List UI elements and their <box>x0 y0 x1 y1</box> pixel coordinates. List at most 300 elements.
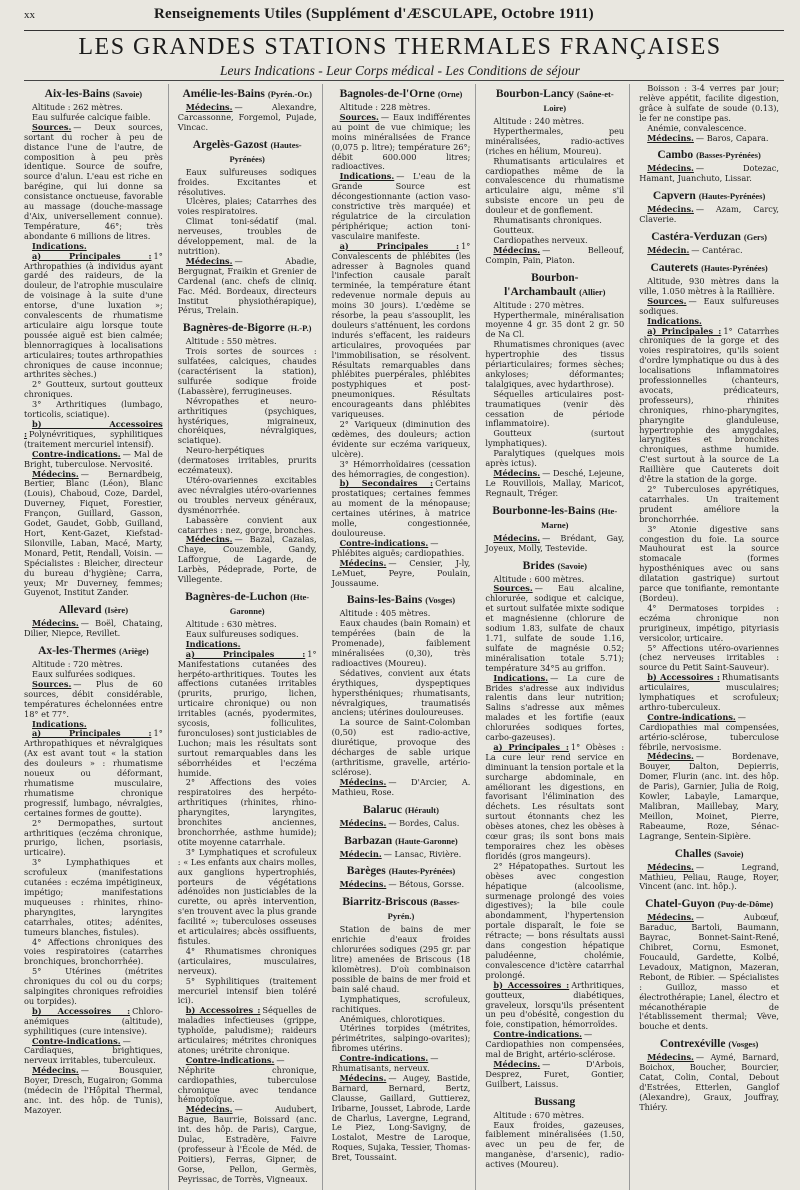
paragraph-text: — Bernardbeig, Bertier, Blanc (Léon), Blanc (Louis), Chaboud, Coze, Dardel, Duverney, Fiquet, Forestier, Françon, Guillard, Gasson, Godet, Gaudet, Gobb, Guilland, Hort, Kent-Gazet, Kiefstad-Silonville, Laban, Macé, Marty, Monard, Petit, Rendall, Voisin. — Spécialistes : Bleicher, directeur du bureau d'hygiène; Carra, yeux; Mr Duverney, femmes; Guyenot, Institut Zander. <box>24 468 163 598</box>
section-label: Médecins. <box>647 751 694 762</box>
paragraph-text: Altitude : 405 mètres. <box>339 608 431 619</box>
station-name-text: Biarritz-Briscous <box>342 896 428 909</box>
entry-paragraph <box>485 429 624 449</box>
entry-paragraph <box>485 534 624 554</box>
station-region: (Hte-Garonne) <box>229 591 310 616</box>
paragraph-text: 2° Dermopathes, surtout arthritiques (eczéma chronique, prurigo, lichen, psoriasis, urticaire). <box>24 817 163 858</box>
paragraph-text: Altitude : 262 mètres. <box>32 102 123 112</box>
section-label: Médecins. <box>647 204 694 215</box>
entry-paragraph <box>332 420 471 460</box>
paragraph-text: — Eau alcaline, chlorurée, sodique et calcique, et surtout sulfatée mixte sodique et magnésienne (chlorure de sodium 1.83, sulfate de chaux 1.71, sulfate de soude 1.16, sulfate de magnésie 0.52; minéralisation totale 5.71); température 34°5 au griffon. <box>485 583 625 673</box>
entry-paragraph <box>485 157 624 216</box>
station-entry <box>639 230 779 256</box>
paragraph-text: — Dotezac, Hamant, Juanchuto, Lissar. <box>639 163 779 184</box>
entry-paragraph <box>332 172 471 241</box>
entry-paragraph <box>178 446 317 476</box>
station-name <box>24 87 163 101</box>
station-region: (Savoie) <box>714 848 744 859</box>
paragraph-text: Polynévritiques, syphilitiques (traitement mercuriel intensif). <box>24 428 163 449</box>
station-entry <box>639 897 779 1032</box>
entry-paragraph <box>178 848 317 947</box>
paragraph-text: 1° Catarrhes chroniques de la gorge et des voies respiratoires, qu'ils soient d'ordre lymphatique ou dus à des localisations inflammatoires professionnelles (chanteurs, avocats, prédicateurs, professeurs), rhinites chroniques, rhino-pharyngites, pharyngite glanduleuse, hypertrophie des amygdales, laryngites et bronchites chroniques, asthme humide. C'est surtout à la source de La Raillière que Cauterets doit d'être la station de la gorge. <box>639 325 779 485</box>
section-label: a) Principales : <box>185 648 306 659</box>
entry-paragraph <box>639 863 779 893</box>
paragraph-text: — Brédant, Gay, Joyeux, Molly, Testevide. <box>485 532 625 553</box>
running-header <box>24 6 784 31</box>
entry-paragraph <box>485 246 624 266</box>
entry-paragraph <box>332 718 471 777</box>
station-entry <box>485 271 624 499</box>
paragraph-text: — Aubœuf, Baraduc, Bartoli, Baumann, Bayrac, Bonnet-Saint-René, Chibret, Cornu, Esmonet, Foucauld, Gardette, Kolbé, Levadoux, Matignon, Mazeran, Rebont, de Ribier. — Spécialistes : Guilloz, masso et électrothérapie; Lanel, électro et mécanothérapie de l'établissement thermal; Vève, bouche et dents. <box>639 912 779 1032</box>
paragraph-text: Arthritiques, goutteux, diabétiques, graveleux, lorsqu'ils présentent un peu d'obésité, congestion du foie, constipation, hémorroïdes. <box>485 979 625 1030</box>
entry-paragraph <box>485 743 624 862</box>
paragraph-text: Altitude : 550 mètres. <box>185 336 277 347</box>
paragraph-text: 2° Variqueux (diminution des œdèmes, des douleurs; action évidente sur eczéma variqueux, ulcère). <box>331 419 471 459</box>
paragraph-text: — Eaux sulfureuses sodiques. <box>639 295 779 316</box>
entry-paragraph <box>24 967 163 1007</box>
paragraph-text: — Deux sources, sortant du rocher à peu de distance l'une de l'autre, de composition à peu près identique. Source de soufre, source d'alun. L'eau est riche en barégine, qui lui donne sa consistance onctueuse, favorable au massage (douche-massage d'Aix, universellement connue). Température, 46°; très abondante 6 millions de litres. <box>24 121 163 241</box>
section-label: Indications. <box>339 171 395 182</box>
station-name-text: Cauterets <box>650 261 699 274</box>
entry-paragraph <box>24 819 163 859</box>
section-label: Contre-indications. <box>32 448 121 459</box>
station-entry <box>178 321 317 585</box>
entry-paragraph <box>178 778 317 847</box>
section-label: Médecins. <box>339 776 387 787</box>
paragraph-text: 1° Arthropathies (à individus ayant gardé des raideurs, de la douleur, de l'atrophie musculaire de voisinage à la suite d'une entorse, d'une luxation »; convalescents de rhumatisme articulaire aigu lorsque toute poussée aiguë est bien calmée; blennorragiques à localisations articulaires; toutes arthropathies chroniques de cause inconnue; arthrites sèches.) <box>24 250 163 380</box>
entry-paragraph <box>639 525 779 604</box>
station-entry <box>485 87 624 266</box>
station-entry <box>178 590 317 1185</box>
entry-paragraph <box>24 420 163 450</box>
section-label: Médecin. <box>339 848 382 859</box>
paragraph-text: — L'eau de la Grande Source est décongestionnante (action vaso-constrictive très marquée) et régulatrice de la circulation périphérique; action toni-vasculaire manifeste. <box>331 171 471 241</box>
entry-paragraph <box>24 729 163 818</box>
paragraph-text: — Alexandre, Carcassonne, Forgemol, Pujade, Vincac. <box>177 102 317 132</box>
paragraph-text: 1° Obèses : La cure leur rend service en diminuant la tension portale et la surcharge abdominale, en améliorant les digestions, en favorisant l'élimination des déchets. Les résultats sont surtout étonnants chez les obèses atones, chez les obèses à cœur gras; ils sont bons mais temporaires chez les obèses floridés (gros mangeurs). <box>485 741 625 861</box>
entry-paragraph <box>639 84 779 124</box>
entry-paragraph <box>485 1030 624 1060</box>
section-label: a) Principales : <box>339 240 460 251</box>
paragraph-text: — Mal de Bright, tuberculose. Nervosité. <box>24 448 163 469</box>
station-name-text: Cambo <box>657 149 694 162</box>
station-entry <box>24 644 163 1116</box>
paragraph-text: Certains prostatiques; certaines femmes au moment de la ménopause; certaines utérines, à matrice molle, congestionnée, douloureuse. <box>331 478 471 538</box>
paragraph-text: Chloro-anémiques (altitude), syphilitiques (cure intensive). <box>24 1005 163 1036</box>
station-name <box>178 87 317 101</box>
entry-paragraph <box>639 134 779 144</box>
page-number: xx <box>24 9 35 21</box>
station-entry <box>332 87 471 588</box>
paragraph-text: Rhumatismes chroniques (avec hypertrophie des tissus périarticulaires; formes sèches; ankyloses; déformantes; talalgiques, avec hydarthrose). <box>485 339 625 389</box>
station-region: (Allier) <box>579 286 606 297</box>
paragraph-text: — Bousquier, Boyer, Dresch, Eugairon; Gomma (médecin de l'Hôpital Thermal, anc. int. des hôp. de Tunis), Mazoyer. <box>24 1065 163 1115</box>
paragraph-text: Station de bains de mer enrichie d'eaux froides chlorurées sodiques (295 gr. par litre) amenées de Briscous (18 kilomètres). D'où combinaison possible de bains de mer froid et bain salé chaud. <box>331 924 471 994</box>
paragraph-text: Paralytiques (quelques mois après ictus). <box>485 448 625 469</box>
entry-paragraph <box>639 205 779 225</box>
entry-paragraph <box>332 880 471 890</box>
section-label: Médecins. <box>339 817 387 828</box>
paragraph-text: Eau sulfurée calcique faible. <box>32 111 151 122</box>
paragraph-text: Altitude : 270 mètres. <box>493 299 585 310</box>
station-entry <box>639 84 779 143</box>
entry-paragraph <box>332 559 471 589</box>
station-name <box>332 593 471 607</box>
section-label: b) Secondaires : <box>339 478 434 489</box>
paragraph-text: Rhumatisants articulaires, musculaires; lymphatiques et scrofuleux; arthro-tuberculeux. <box>639 672 779 712</box>
paragraph-text: 3° Arthritiques (lumbago, torticolis, sciatique). <box>24 399 163 420</box>
station-name-text: Castéra-Verduzan <box>651 231 741 244</box>
entry-paragraph <box>24 123 163 242</box>
station-name <box>332 864 471 878</box>
station-region: (Savoie) <box>557 560 587 571</box>
station-name-text: Allevard <box>58 604 102 617</box>
paragraph-text: — Legrand, Mathieu, Peliau, Rauge, Royer, Vincent (anc. int. hôp.). <box>639 861 779 892</box>
entry-paragraph <box>178 397 317 447</box>
station-name-text: Barbazan <box>344 834 393 847</box>
section-label: Contre-indications. <box>339 537 429 548</box>
section-label: Indications. <box>32 240 87 251</box>
paragraph-text: 2° Affections des voies respiratoires des herpéto-arthritiques (rhinites, rhino-pharyngites, laryngites, bronchites anciennes, bronchorrhée, asthme humide); otite moyenne catarrhale. <box>177 777 317 847</box>
section-label: Médecins. <box>339 879 387 890</box>
paragraph-text: Eaux sulfurées sodiques. <box>32 669 136 680</box>
entry-paragraph <box>24 252 163 381</box>
entry-paragraph <box>485 584 624 673</box>
paragraph-text: — Néphrite chronique, cardiopathies, tuberculose chronique avec tendance hémoptoïque. <box>177 1054 317 1105</box>
paragraph-text: Eaux froides, gazeuses, faiblement minéralisées (1.50, avec un peu de fer, de manganèse, d'arsenic), radio-actives (Moureu). <box>485 1119 625 1170</box>
entry-paragraph <box>178 347 317 397</box>
paragraph-text: — Cantérac. <box>691 245 743 256</box>
text-column <box>178 84 323 1190</box>
station-name <box>332 803 471 817</box>
station-name <box>178 138 317 166</box>
paragraph-text: Eaux sulfureuses sodiques froides. Excitantes et résolutives. <box>177 166 317 197</box>
section-label: Médecins. <box>493 532 541 543</box>
paragraph-text: Climat toni-sédatif (mal. nerveuses, troubles de développement, mal. de la nutrition). <box>177 216 317 256</box>
section-label: Médecins. <box>185 102 233 112</box>
paragraph-text: 2° Goutteux, surtout goutteux chroniques. <box>24 379 163 400</box>
paragraph-text: 3° Lymphatiques et scrofuleux : « Les enfants aux chairs molles, aux ganglions hypertrophiés, porteurs de végétations adénoïdes non justiciables de la curette, ou après intervention, s'en trouvent avec la plus grande facilité »; tuberculoses osseuses et articulaires; abcès ossifluents, fistules. <box>177 846 317 946</box>
station-name-text: Bains-les-Bains <box>346 594 423 607</box>
paragraph-text: — La cure de Brides s'adresse aux individus ralentis dans leur nutrition; Salins s'adresse aux mêmes malades et les fortifie (eaux chlorurées sodiques fortes, carbo-gazeuses). <box>485 672 625 743</box>
section-label: Médecins. <box>647 861 694 872</box>
station-entry <box>639 1037 779 1112</box>
station-region: (Basses-Pyrén.) <box>387 897 460 922</box>
page-title: LES GRANDES STATIONS THERMALES FRANÇAISES <box>78 34 722 60</box>
section-label: Contre-indications. <box>493 1029 582 1040</box>
paragraph-text: Séquelles de maladies infectieuses (grippe, typhoïde, paludisme); raideurs articulaires; métrites chroniques atones; urétrite chronique. <box>177 1005 317 1055</box>
paragraph-text: 1° Arthropathiques et névralgiques (Ax est avant tout « la station des douleurs » : rhumatisme noueux ou déformant, rhumatisme musculaire, rhumatisme chronique progressif, lumbago, névralgies, certaines formes de goutte). <box>24 728 163 818</box>
paragraph-text: — Rhumatisants, nerveux. <box>331 1053 439 1074</box>
station-name-text: Brides <box>522 559 555 572</box>
paragraph-text: Cardiopathes nerveux. <box>493 234 588 245</box>
station-name-text: Bagnères-de-Luchon <box>185 590 288 603</box>
section-label: Indications. <box>493 672 549 683</box>
entry-paragraph <box>24 400 163 420</box>
station-name <box>639 189 779 203</box>
paragraph-text: — Lansac, Rivière. <box>383 848 462 859</box>
title-rule <box>24 80 784 81</box>
station-name-text: Chatel-Guyon <box>645 898 715 911</box>
section-label: Médecin. <box>647 245 690 256</box>
entry-paragraph <box>178 1056 317 1106</box>
entry-paragraph <box>332 1024 471 1054</box>
paragraph-text: Utéro-ovariennes excitables avec névralgies utéro-ovariennes ou troubles nerveux généraux, dysménorrhée. <box>177 475 317 515</box>
section-label: b) Accessoires : <box>32 1005 131 1016</box>
station-name <box>485 504 624 532</box>
paragraph-text: — Abadie, Bergugnat, Fraikin et Grenier de Cardenal (anc. chefs de cliniq. Fac. Méd. Bordeaux, directeurs Institut physiothérapique), Pérus, Trelain. <box>177 255 317 316</box>
paragraph-text: Anémie, convalescence. <box>647 122 747 133</box>
station-region: (Hérault) <box>404 804 439 815</box>
paragraph-text: 5° Affections utéro-ovariennes (chez nerveuses irritables : source du Petit Saint-Sauveur). <box>639 642 779 673</box>
paragraph-text: 2° Hépatopathes. Surtout les obèses avec congestion hépatique (alcoolisme, surmenage prolongé des voies digestives); la bile coule abondamment, l'hypertension portale disparaît, le foie se rétracte; — bons résultats aussi dans congestion hépatique paludéenne, cholémie, convalescence d'ictère catarrhal prolongé. <box>485 860 625 980</box>
section-label: b) Accessoires : <box>24 419 163 439</box>
entry-paragraph <box>639 644 779 674</box>
entry-paragraph <box>485 127 624 157</box>
section-label: Indications. <box>32 718 87 729</box>
paragraph-text: 1° Convalescents de phlébites (les adresser à Bagnoles quand l'infection causale paraît terminée, la température étant redevenue normale depuis au moins 30 jours). L'œdème se résorbe, la peau s'assouplit, les douleurs s'atténuent, les cordons indurés s'effacent, les raideurs articulaires, provoquées par l'immobilisation, se résolvent. Résultats remarquables dans phlébites puerpérales, phlébites postyphiques et post-pneumoniques. Résultats encourageants dans phlébites variqueuses. <box>331 240 471 420</box>
station-name <box>639 148 779 162</box>
paragraph-text: — Eaux indifférentes au point de vue chimique; les moins minéralisées de France (0,075 p. litre); température 26°; débit 600.000 litres; radioactives. <box>331 111 471 172</box>
paragraph-text: — Baros, Capara. <box>695 132 769 143</box>
station-region: (Isère) <box>104 605 129 616</box>
entry-paragraph <box>485 1121 624 1171</box>
paragraph-text: 5° Utérines (métrites chroniques du col ou du corps; salpingites chroniques refroidies ou torpides). <box>24 966 163 1006</box>
paragraph-text: — Cardiopathies non compensées, mal de Bright, artério-sclérose. <box>485 1029 625 1060</box>
entry-paragraph <box>178 1006 317 1056</box>
paragraph-text: — Bordes, Calus. <box>388 817 460 828</box>
station-entry <box>639 189 779 225</box>
station-name-text: Challes <box>674 847 712 860</box>
station-region: (Ariège) <box>119 646 149 657</box>
paragraph-text: Trois sortes de sources : sulfatées, calciques, chaudes (caractérisent la station), sulfurée sodique froide (Labassère), ferrugineuses. <box>177 346 317 396</box>
paragraph-text: — Bazal, Cazalas, Chaye, Couzemble, Gandy, Lafforgue, de Lagarde, de Larbès, Pédeprade, Porte, de Villegente. <box>177 534 317 585</box>
paragraph-text: — Azam, Carcy, Claverie. <box>639 204 779 225</box>
entry-paragraph <box>24 1007 163 1037</box>
section-label: Contre-indications. <box>185 1054 275 1065</box>
entry-paragraph <box>24 938 163 968</box>
station-region: (Vosges) <box>728 1039 759 1050</box>
section-label: Médecins. <box>185 534 233 545</box>
paragraph-text: — Cardiopathies mal compensées, artério-sclérose, tuberculose fébrile, nervosisme. <box>639 711 779 752</box>
station-region: (Haute-Garonne) <box>395 835 458 846</box>
station-name <box>639 847 779 861</box>
section-label: Médecins. <box>339 1072 387 1083</box>
paragraph-text: 3° Hémorrhoïdaires (cessation des hémorragies, de congestion). <box>331 458 471 479</box>
section-label: Médecins. <box>647 163 694 174</box>
station-entry <box>485 1095 624 1170</box>
paragraph-text: — Aymé, Barnard, Boichox, Boucher, Bourcier, Catat, Colin, Contal, Debout d'Estrées, Etterlen, Ganglof (Alexandre), Graux, Jouffray, Thiéry. <box>639 1052 779 1112</box>
paragraph-text: Ulcères, plaies; Catarrhes des voies respiratoires. <box>177 196 317 217</box>
entry-paragraph <box>639 604 779 644</box>
station-entry <box>485 559 624 1090</box>
entry-paragraph <box>332 850 471 860</box>
paragraph-text: Altitude : 240 mètres. <box>493 116 585 126</box>
entry-paragraph <box>332 778 471 798</box>
entry-paragraph <box>332 1074 471 1163</box>
section-label: b) Accessoires : <box>185 1005 261 1016</box>
paragraph-text: Rhumatisants articulaires et cardiopathes même de la convalescence du rhumatisme articulaire aigu, même s'il subsiste encore un peu de douleur et de gonflement. <box>485 155 625 216</box>
section-label: Médecins. <box>493 244 541 255</box>
paragraph-text: Lymphatiques, scrofuleux, rachitiques. <box>331 993 471 1014</box>
paragraph-text: Altitude, 930 mètres dans la ville, 1.050 mètres à la Raillière. <box>639 275 779 296</box>
section-label: Médecins. <box>647 1052 694 1063</box>
paragraph-text: Anémiques, chlorotiques. <box>339 1013 446 1024</box>
paragraph-text: 4° Dermatoses torpides : eczéma chronique non prurigineux, impétigo, pityriasis versicolor, urticaire. <box>639 602 779 643</box>
paragraph-text: Eaux chaudes (bain Romain) et tempérées (bain de la Promenade), faiblement minéralisées (0,30), très radioactives (Moureu). <box>331 618 471 668</box>
entry-paragraph <box>639 297 779 317</box>
paragraph-text: Altitude : 670 mètres. <box>493 1109 585 1120</box>
paragraph-text: 5° Syphilitiques (traitement mercuriel intensif bien toléré ici). <box>177 975 317 1006</box>
station-region: (Hautes-Pyrénées) <box>388 866 456 877</box>
entry-paragraph <box>178 977 317 1007</box>
entry-paragraph <box>332 113 471 172</box>
station-region: (Orne) <box>437 89 463 99</box>
paragraph-text: 4° Affections chroniques des voies respiratoires (catarrhes bronchiques, bronchorrhée). <box>24 936 163 967</box>
section-label: Contre-indications. <box>32 1035 121 1046</box>
station-region: (Puy-de-Dôme) <box>717 899 774 910</box>
paragraph-text: Eaux sulfureuses sodiques. <box>185 628 299 639</box>
entry-paragraph <box>639 327 779 486</box>
entry-paragraph <box>485 862 624 981</box>
station-region: (Hautes-Pyrénées) <box>698 191 766 202</box>
station-name-text: Capvern <box>652 190 696 203</box>
station-region: (Vosges) <box>425 595 456 606</box>
entry-paragraph <box>485 674 624 743</box>
section-label: Sources. <box>339 111 379 122</box>
paragraph-text: Utérines torpides (métrites, périmétrites, salpingo-ovarites); fibromes utérins. <box>331 1023 471 1054</box>
paragraph-text: — D'Arcier, A. Mathieu, Rose. <box>331 776 471 797</box>
entry-paragraph <box>485 1060 624 1090</box>
station-entry <box>178 138 317 317</box>
section-label: Médecins. <box>185 1104 233 1115</box>
entry-paragraph <box>178 103 317 133</box>
paragraph-text: — Bordenave, Bouyer, Dalton, Depierris, Domer, Flurin (anc. int. des hôp. de Paris), Garnier, Julia de Roig, Kowler, Labayle, Lamarque, Malibran, Maillebay, Mary, Meillon, Moinet, Pierre, Rabeaume, Roze, Sénac-Lagrange, Sentein-Sipière. <box>639 751 779 841</box>
paragraph-text: — Boël, Chataing, Dilier, Niepce, Revillet. <box>24 618 163 639</box>
station-name <box>24 644 163 658</box>
station-name <box>178 321 317 335</box>
paragraph-text: — Desché, Lejeune, Le Rouvillois, Mallay, Maricot, Regnault, Tréger. <box>485 468 625 498</box>
entry-paragraph <box>485 340 624 390</box>
station-name <box>639 261 779 275</box>
station-name-text: Argelès-Gazost <box>192 138 268 151</box>
station-name-text: Aix-les-Bains <box>44 88 110 100</box>
section-label: b) Accessoires : <box>647 672 720 683</box>
station-name <box>485 559 624 573</box>
section-label: Sources. <box>493 583 533 594</box>
paragraph-text: Rhumatisants chroniques. <box>493 215 602 226</box>
station-name-text: Bagnoles-de-l'Orne <box>339 88 435 100</box>
entry-paragraph <box>485 981 624 1031</box>
paragraph-text: Altitude : 720 mètres. <box>32 659 123 670</box>
entry-paragraph <box>639 164 779 184</box>
entry-paragraph <box>332 460 471 480</box>
station-name-text: Bussang <box>534 1095 576 1108</box>
station-entry <box>24 87 163 598</box>
station-entry <box>332 864 471 890</box>
station-region: (H.-P.) <box>287 323 312 334</box>
entry-paragraph <box>24 1066 163 1116</box>
station-region: (Saône-et-Loire) <box>543 89 614 113</box>
section-label: Indications. <box>647 315 702 326</box>
station-name <box>24 603 163 617</box>
station-entry <box>639 148 779 184</box>
section-label: Contre-indications. <box>647 711 736 722</box>
station-name <box>332 834 471 848</box>
station-name <box>639 1037 779 1051</box>
entry-paragraph <box>178 650 317 779</box>
entry-paragraph <box>639 713 779 753</box>
entry-paragraph <box>178 217 317 257</box>
station-name-text: Contrexéville <box>659 1038 726 1051</box>
station-region: (Basses-Pyrénées) <box>696 150 761 161</box>
station-entry <box>332 593 471 797</box>
paragraph-text: — Audubert, Bague, Baurrie, Boissard (anc. int. des hôp. de Paris), Cargue, Dulac, Estradère, Faivre (professeur à l'École de Méd. de Poitiers), Ferras, Gipner, de Gorse, Pellon, Germès, Peyrissac, de Torrès, Vigneaux. <box>177 1104 317 1184</box>
station-region: (Hte-Marne) <box>541 505 618 530</box>
entry-paragraph <box>24 680 163 720</box>
section-label: Médecins. <box>493 468 541 478</box>
paragraph-text: Séquelles articulaires post-traumatiques (venir dès cessation de période inflammatoire). <box>485 388 625 429</box>
station-entry <box>178 87 317 133</box>
section-label: Médecins. <box>32 1065 79 1076</box>
entry-paragraph <box>332 669 471 719</box>
running-title: Renseignements Utiles (Supplément d'ÆSCULAPE, Octobre 1911) <box>154 6 594 22</box>
entry-paragraph <box>639 277 779 297</box>
paragraph-text: 4° Rhumatismes chroniques (articulaires, musculaires, nerveux). <box>177 945 317 976</box>
paragraph-text: — Plus de 60 sources, débit considérable, températures échelonnées entre 18° et 77°. <box>24 678 163 719</box>
paragraph-text: — Phlébites aiguës; cardiopathies. <box>331 537 465 558</box>
text-column <box>485 84 630 1190</box>
station-region: (Pyrén.-Or.) <box>267 89 312 99</box>
paragraph-text: La source de Saint-Colomban (0,50) est radio-active, diurétique, provoque des décharges de sable urique (arthritisme, gravelle, artério-sclérose). <box>331 717 471 777</box>
paragraph-text: Goutteux. <box>493 224 535 235</box>
paragraph-text: Altitude : 630 mètres. <box>185 618 277 629</box>
station-name-text: Bagnères-de-Bigorre <box>182 322 285 335</box>
entry-paragraph <box>332 995 471 1015</box>
station-region: (Hautes-Pyrénées) <box>229 139 302 164</box>
entry-paragraph <box>24 858 163 937</box>
station-entry <box>639 261 779 842</box>
station-name-text: Balaruc <box>363 803 402 816</box>
entry-paragraph <box>332 925 471 994</box>
section-label: Sources. <box>32 121 72 132</box>
entry-paragraph <box>332 819 471 829</box>
paragraph-text: — D'Arbois, Desprez, Furet, Gontier, Guilbert, Laissus. <box>485 1058 625 1089</box>
section-label: Indications. <box>185 638 241 649</box>
station-entry <box>332 803 471 829</box>
section-label: a) Principales : <box>493 741 569 752</box>
paragraph-text: Névropathes et neuro-arthritiques (psychiques, hystériques, migraineux, choréiques, névralgiques, sciatique). <box>177 395 317 446</box>
section-label: Médecins. <box>647 912 694 923</box>
station-name-text: Amélie-les-Bains <box>182 88 265 100</box>
station-name <box>332 895 471 923</box>
section-label: Contre-indications. <box>339 1053 429 1064</box>
entry-paragraph <box>24 1037 163 1067</box>
entry-paragraph <box>639 1053 779 1112</box>
station-entry <box>332 895 471 1163</box>
station-region: (Gers) <box>743 232 767 243</box>
entry-paragraph <box>24 619 163 639</box>
paragraph-text: — Bétous, Gorsse. <box>388 879 465 890</box>
section-label: Médecins. <box>647 132 694 143</box>
entry-paragraph <box>332 242 471 420</box>
station-name <box>178 590 317 618</box>
entry-paragraph <box>178 535 317 585</box>
entry-paragraph <box>24 470 163 599</box>
section-label: Sources. <box>32 678 72 689</box>
page-subtitle: Leurs Indications - Leur Corps médical - Les Conditions de séjour <box>220 63 580 78</box>
entry-paragraph <box>639 246 779 256</box>
